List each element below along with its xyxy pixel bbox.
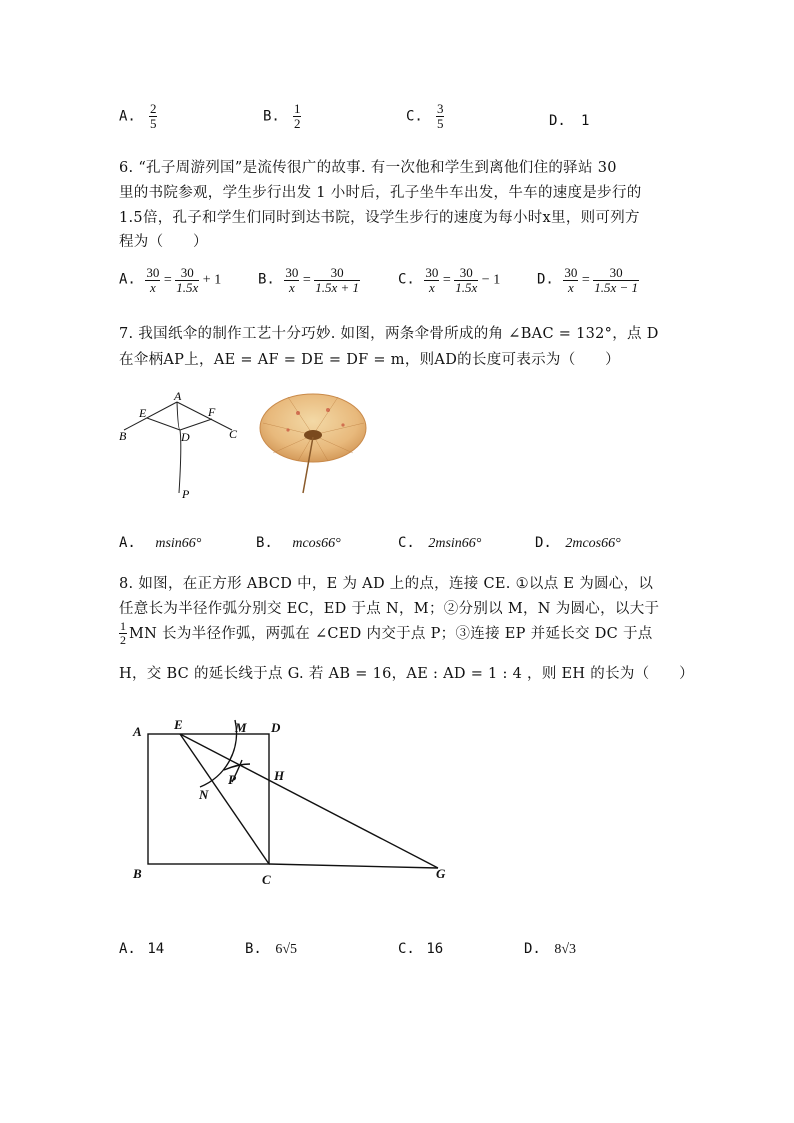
square-abcd-figure <box>128 712 458 890</box>
option-label: C. <box>398 941 415 957</box>
handle-line-ap <box>177 402 181 493</box>
fraction: $\frac{30}{1.5x}$ <box>455 265 478 295</box>
q7-option-a <box>119 535 201 552</box>
point-m-label: M <box>235 720 247 735</box>
point-c-label: C <box>262 872 271 887</box>
paper-umbrella-image <box>258 385 370 497</box>
q6-line-4: 程为（ ） <box>119 234 208 250</box>
point-b-label: B <box>119 429 127 443</box>
q7-option-c <box>398 535 481 552</box>
q8-option-a <box>119 941 164 958</box>
q8-line-3: MN 长为半径作弧，两弧在 ∠CED 内交于点 P；③连接 EP 并延长交 DC 于点 <box>129 625 653 642</box>
tail-term: + 1 <box>202 272 222 288</box>
fraction: $\frac{30}{x}$ <box>285 265 299 295</box>
q6-line-2: 里的书院参观，学生步行出发 1 小时后，孔子坐牛车出发，牛车的速度是步行的 <box>119 185 642 201</box>
option-value: 6√5 <box>275 942 298 957</box>
q8-option-c <box>398 941 443 958</box>
option-label: B. <box>256 535 273 551</box>
option-label: B. <box>263 108 280 125</box>
option-value: 2mcos66° <box>565 536 621 551</box>
option-label: D. <box>549 113 566 129</box>
fraction: $\frac{30}{1.5x}$ <box>176 265 199 295</box>
option-label: C. <box>406 108 423 125</box>
point-n-label: N <box>199 787 209 802</box>
point-e-label: E <box>139 406 147 420</box>
option-label: A. <box>119 535 136 551</box>
option-value: mcos66° <box>292 536 341 551</box>
fraction: $\frac{3}{5}$ <box>436 101 444 131</box>
option-label: D. <box>537 271 554 288</box>
q7-option-d <box>535 535 621 552</box>
option-value: 2msin66° <box>428 536 482 551</box>
half-fraction: $\frac{1}{2}$ <box>120 619 126 647</box>
point-p-label: P <box>228 772 236 787</box>
q6-line-1: 6. “孔子周游列国”是流传很广的故事. 有一次他和学生到离他们住的驿站 30 <box>119 160 617 176</box>
point-p-label: P <box>182 487 190 501</box>
q8-option-d <box>524 941 576 958</box>
option-label: A. <box>119 271 136 288</box>
option-value: msin66° <box>155 536 202 551</box>
equals-sign: = <box>442 272 451 288</box>
point-a-label: A <box>174 389 182 403</box>
q6-option-a <box>119 266 221 294</box>
bc-extension-line <box>269 864 438 868</box>
q6-option-b <box>258 266 360 294</box>
q8-line-4: H，交 BC 的延长线于点 G. 若 AB = 16，AE : AD = 1 : 4 ，则 EH 的长为（ ） <box>119 666 694 682</box>
point-d-label: D <box>181 430 190 444</box>
q6-line-3: 1.5倍，孔子和学生们同时到达书院，设学生步行的速度为每小时x里，则可列方 <box>119 210 640 226</box>
option-value: 1 <box>580 113 590 129</box>
equals-sign: = <box>581 272 590 288</box>
q6-option-d <box>537 266 639 294</box>
rib-line-ac <box>177 402 232 430</box>
fraction: $\frac{30}{1.5x - 1}$ <box>594 265 639 295</box>
umbrella-geometry-figure <box>112 385 252 510</box>
option-value: 14 <box>147 941 165 957</box>
q7-line-2: 在伞柄AP上，AE = AF = DE = DF = m，则AD的长度可表示为（ ） <box>119 352 620 368</box>
option-label: D. <box>535 535 552 551</box>
point-a-label: A <box>133 724 142 739</box>
q6-option-c <box>398 266 500 294</box>
tail-term: − 1 <box>481 272 501 288</box>
q7-line-1: 7. 我国纸伞的制作工艺十分巧妙. 如图，两条伞骨所成的角 ∠BAC = 132°，点 D <box>119 326 659 342</box>
fraction: $\frac{30}{x}$ <box>564 265 578 295</box>
q5-option-c <box>406 102 444 130</box>
point-b-label: B <box>133 866 142 881</box>
point-e-label: E <box>174 717 183 732</box>
q8-line-2: 任意长为半径作弧分别交 EC，ED 于点 N，M；②分别以 M，N 为圆心，以大于 <box>119 601 660 617</box>
strut-line-fd <box>180 419 212 430</box>
fraction: $\frac{2}{5}$ <box>149 101 157 131</box>
q8-line-3-wrap <box>119 620 653 646</box>
line-eg <box>180 734 438 868</box>
fraction: $\frac{30}{x}$ <box>425 265 439 295</box>
option-label: B. <box>258 271 275 288</box>
point-d-label: D <box>271 720 281 735</box>
q5-option-d <box>549 110 589 129</box>
q8-line-1: 8. 如图，在正方形 ABCD 中，E 为 AD 上的点，连接 CE. ①以点 E 为圆心，以 <box>119 576 654 592</box>
strut-line-ed <box>147 418 180 430</box>
point-h-label: H <box>274 768 285 783</box>
fraction: $\frac{30}{x}$ <box>146 265 160 295</box>
option-label: A. <box>119 941 136 957</box>
option-label: D. <box>524 941 541 957</box>
option-label: C. <box>398 535 415 551</box>
fraction: $\frac{1}{2}$ <box>293 101 301 131</box>
option-label: A. <box>119 108 136 125</box>
option-label: C. <box>398 271 415 288</box>
equals-sign: = <box>302 272 311 288</box>
fraction: $\frac{30}{1.5x + 1}$ <box>315 265 360 295</box>
point-f-label: F <box>208 405 216 419</box>
square-abcd <box>148 734 269 864</box>
q8-option-b <box>245 941 297 958</box>
option-label: B. <box>245 941 262 957</box>
q5-option-b <box>263 102 301 130</box>
option-value: 8√3 <box>554 942 577 957</box>
option-value: 16 <box>426 941 444 957</box>
line-ec <box>180 734 269 864</box>
q7-option-b <box>256 535 341 552</box>
q5-option-a <box>119 102 157 130</box>
point-c-label: C <box>229 427 238 441</box>
point-g-label: G <box>436 866 446 881</box>
equals-sign: = <box>163 272 172 288</box>
